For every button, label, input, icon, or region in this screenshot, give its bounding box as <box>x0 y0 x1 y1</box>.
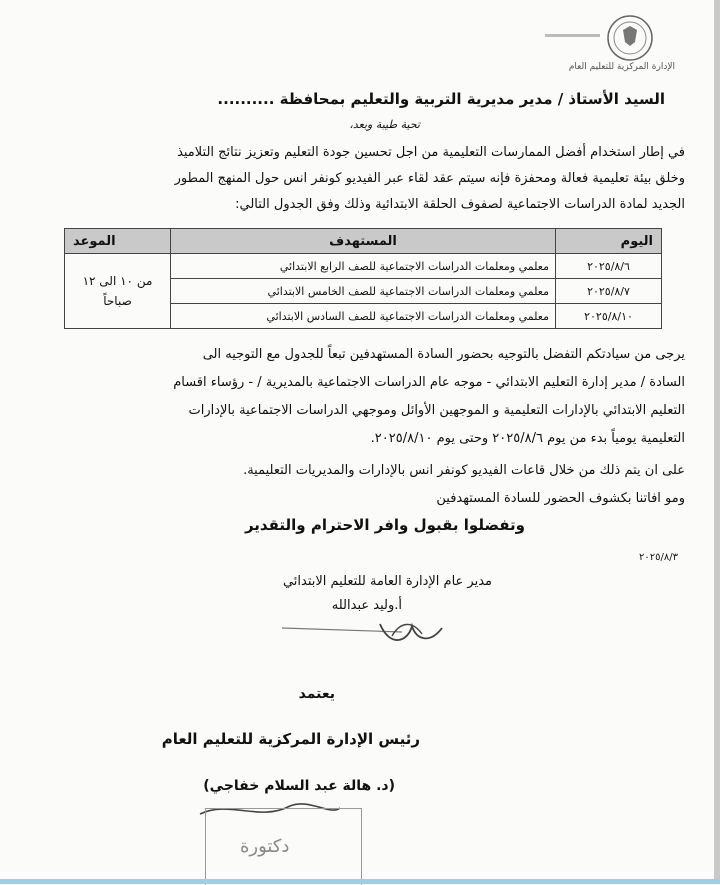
bottom-strip <box>0 879 720 884</box>
body-line-5: على ان يتم ذلك من خلال قاعات الفيديو كونفر انس بالإدارات والمديريات التعليمية. <box>243 463 685 478</box>
closing: وتفضلوا بقبول وافر الاحترام والتقدير <box>244 516 525 534</box>
schedule-table <box>64 228 662 329</box>
body-line-1: يرجى من سيادتكم التفضل بالتوجيه بحضور السادة المستهدفين تبعاً للجدول مع التوجيه الى <box>202 347 685 362</box>
body-line-6: ومو افاتنا بكشوف الحضور للسادة المستهدفين <box>436 491 685 506</box>
time-range: من ١٠ الى ١٢ <box>82 274 153 288</box>
signatory-title: مدير عام الإدارة العامة للتعليم الابتدائي <box>282 574 492 589</box>
table-header-row <box>65 229 662 254</box>
header-target: المستهدف <box>171 229 556 254</box>
time-period: صباحاً <box>103 294 132 308</box>
intro-line-3: الجديد لمادة الدراسات الاجتماعية لصفوف الحلقة الابتدائية وذلك وفق الجدول التالي: <box>235 197 685 212</box>
row-day: ٢٠٢٥/٨/٦ <box>556 254 662 279</box>
scan-edge <box>714 0 720 884</box>
salutation: السيد الأستاذ / مدير مديرية التربية والتعليم بمحافظة .......... <box>217 90 665 108</box>
signature <box>262 606 452 654</box>
intro-line-2: وخلق بيئة تعليمية فعالة ومحفزة فإنه سيتم عقد لقاء عبر الفيديو كونفر انس حول المنهج المطور <box>174 171 685 186</box>
logo-caption: الإدارة المركزية للتعليم العام <box>568 62 675 72</box>
body-line-2: السادة / مدير إدارة التعليم الابتدائي - موجه عام الدراسات الاجتماعية بالمديرية / - رؤساء اقسام <box>173 375 685 390</box>
head-title: رئيس الإدارة المركزية للتعليم العام <box>161 730 420 748</box>
greeting: تحية طيبة وبعد، <box>349 118 420 131</box>
row-day: ٢٠٢٥/٨/٧ <box>556 279 662 304</box>
head-name: (د. هالة عبد السلام خفاجي) <box>203 778 395 794</box>
signatory-name: أ.وليد عبدالله <box>331 598 402 613</box>
body-line-3: التعليم الابتدائي بالإدارات التعليمية و الموجهين الأوائل وموجهي الدراسات الاجتماعية بالإدارات <box>188 403 685 418</box>
stamp-text: دكتورة <box>240 836 290 857</box>
header-time: الموعد <box>65 229 171 254</box>
intro-line-1: في إطار استخدام أفضل الممارسات التعليمية من اجل تحسين جودة التعليم وتعزيز نتائج التلاميذ <box>177 145 685 160</box>
approved-label: يعتمد <box>298 686 335 702</box>
table-row <box>65 254 662 279</box>
row-target: معلمي ومعلمات الدراسات الاجتماعية للصف الخامس الابتدائي <box>171 279 556 304</box>
header-day: اليوم <box>556 229 662 254</box>
row-target: معلمي ومعلمات الدراسات الاجتماعية للصف الرابع الابتدائي <box>171 254 556 279</box>
row-target: معلمي ومعلمات الدراسات الاجتماعية للصف السادس الابتدائي <box>171 304 556 329</box>
body-line-4: التعليمية يومياً بدء من يوم ٢٠٢٥/٨/٦ وحتى يوم ٢٠٢٥/٨/١٠. <box>370 431 685 446</box>
letter-date: ٢٠٢٥/٨/٣ <box>639 552 678 563</box>
time-cell <box>65 254 171 329</box>
row-day: ٢٠٢٥/٨/١٠ <box>556 304 662 329</box>
